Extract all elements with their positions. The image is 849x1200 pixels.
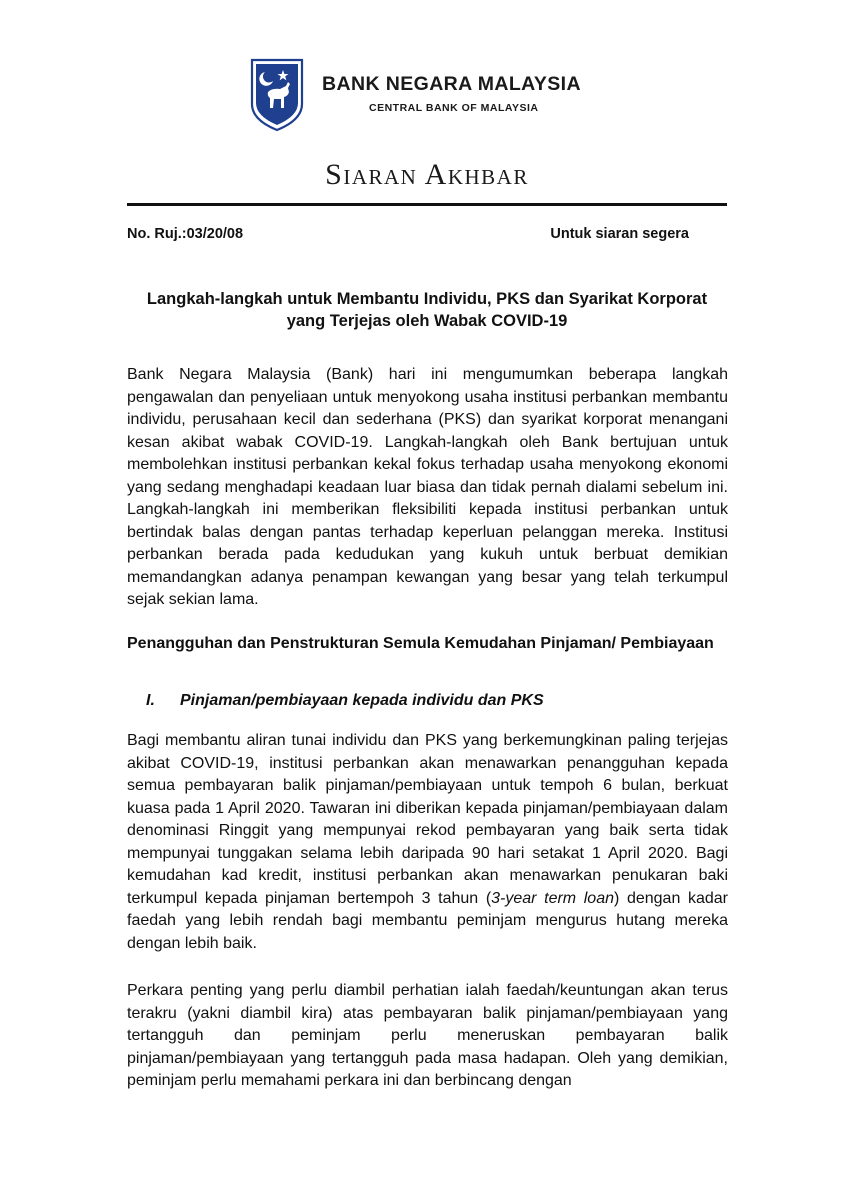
reference-number: No. Ruj.:03/20/08: [127, 226, 244, 242]
reference-row: [127, 226, 689, 242]
press-headline: Langkah-langkah untuk Membantu Individu, PKS dan Syarikat Korporat yang Terjejas oleh Wabak COVID-19: [146, 290, 708, 330]
para2-text-b: ) dengan kadar faedah yang lebih rendah bagi membantu peminjam mengurus hutang mereka dengan lebih baik.: [127, 889, 728, 952]
subsection-numeral: I.: [146, 692, 155, 709]
para2-italic-term: 3-year term loan: [491, 889, 614, 907]
bnm-shield-logo-icon: [250, 58, 304, 132]
bank-name: BANK NEGARA MALAYSIA: [322, 73, 581, 95]
para2-text-a: Bagi membantu aliran tunai individu dan PKS yang berkemungkinan paling terjejas akibat COVID-19, institusi perbankan akan menawarkan penangguhan kepada semua pembayaran balik pinjaman/pembiayaan untuk tempoh 6 bulan, berkuat kuasa pada 1 April 2020. Tawaran ini diberikan kepada pinjaman/pembiayaan dalam denominasi Ringgit yang mempunyai rekod pembayaran yang baik serta tidak mempunyai tunggakan selama lebih daripada 90 hari setakat 1 April 2020. Bagi kemudahan kad kredit, institusi perbankan akan menawarkan penukaran baki terkumpul kepada pinjaman bertempoh 3 tahun (: [127, 732, 728, 907]
subsection-title: Pinjaman/pembiayaan kepada individu dan PKS: [180, 692, 544, 709]
title-divider: [127, 203, 727, 206]
section-heading: Penangguhan dan Penstrukturan Semula Kemudahan Pinjaman/ Pembiayaan: [127, 635, 714, 652]
document-title: Siaran Akhbar: [325, 158, 529, 191]
body-paragraph-2: [127, 730, 728, 955]
release-note: Untuk siaran segera: [550, 226, 689, 242]
bank-name-block: [322, 73, 581, 114]
bank-subname: CENTRAL BANK OF MALAYSIA: [369, 102, 539, 114]
intro-paragraph: Bank Negara Malaysia (Bank) hari ini mengumumkan beberapa langkah pengawalan dan penyeliaan untuk menyokong usaha institusi perbankan membantu individu, perusahaan kecil dan sederhana (PKS) dan syarikat korporat menangani kesan akibat wabak COVID-19. Langkah-langkah oleh Bank bertujuan untuk membolehkan institusi perbankan kekal fokus terhadap usaha menyokong ekonomi yang sedang menghadapi keadaan luar biasa dan tidak pernah dialami sebelum ini. Langkah-langkah ini memberikan fleksibiliti kepada institusi perbankan untuk bertindak balas dengan pantas terhadap keperluan pelanggan mereka. Institusi perbankan berada pada kedudukan yang kukuh untuk berbuat demikian memandangkan adanya penampan kewangan yang besar yang telah terkumpul sejak sekian lama.: [127, 366, 728, 608]
subsection-heading: [146, 692, 544, 710]
letterhead: [250, 58, 581, 134]
body-paragraph-3: Perkara penting yang perlu diambil perhatian ialah faedah/keuntungan akan terus terakru (yakni diambil kira) atas pembayaran balik pinjaman/pembiayaan yang tertangguh dan peminjam perlu meneruskan pembayaran balik pinjaman/pembiayaan yang tertangguh pada masa hadapan. Oleh yang demikian, peminjam perlu memahami perkara ini dan berbincang dengan: [127, 982, 728, 1089]
